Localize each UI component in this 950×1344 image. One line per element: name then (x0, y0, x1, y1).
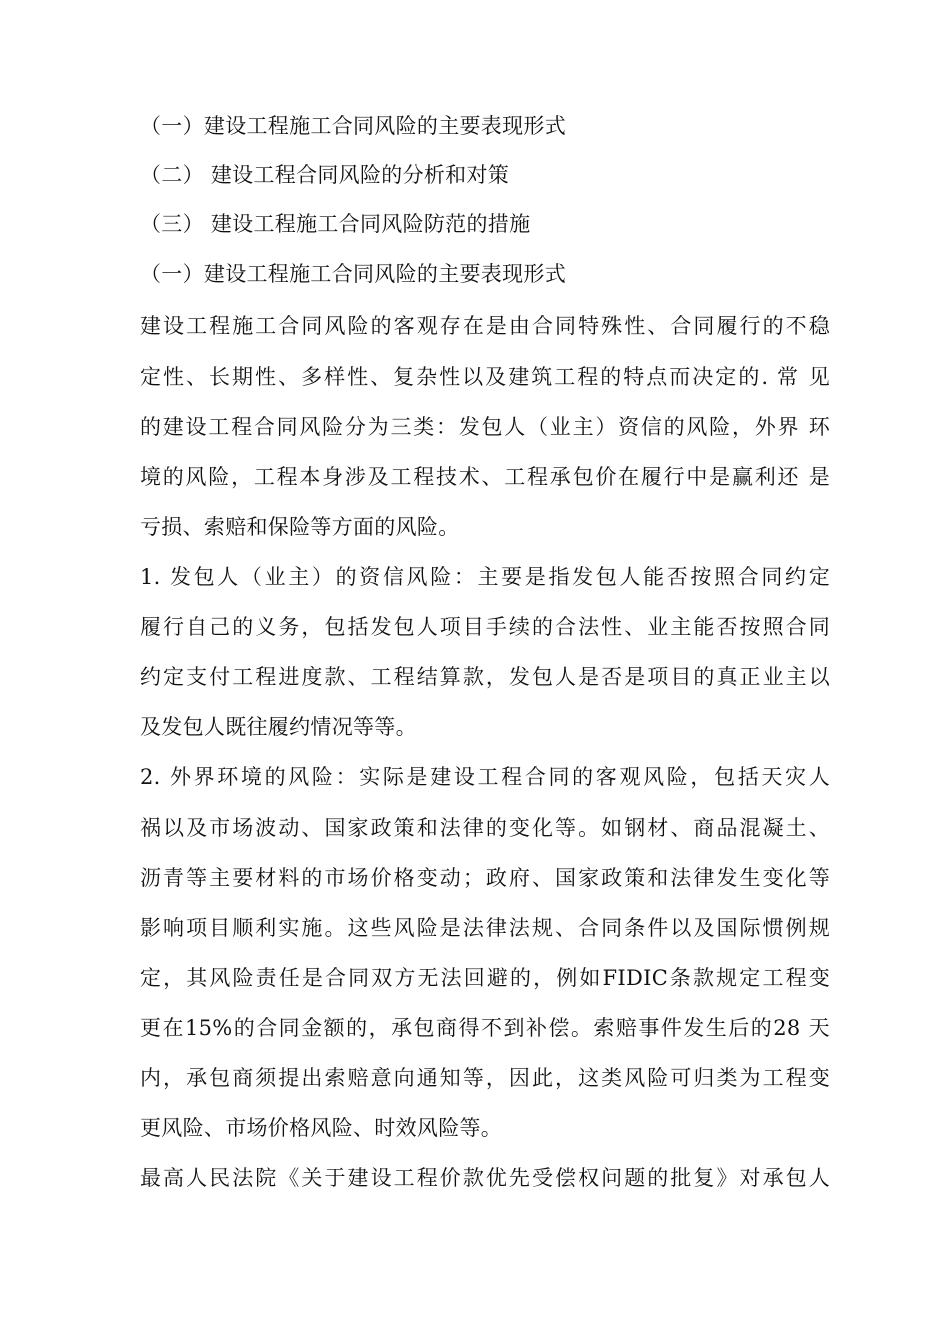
toc-item-3: （三） 建设工程施工合同风险防范的措施 (140, 212, 531, 236)
paragraph-2-line: 内，承包商须提出索赔意向通知等，因此，这类风险可归类为工程变 (140, 1066, 830, 1090)
paragraph-1-line: 及发包人既往履约情况等等。 (140, 715, 417, 739)
paragraph-1-line: 约定支付工程进度款、工程结算款，发包人是否是项目的真正业主以 (140, 665, 830, 689)
section-heading: （一）建设工程施工合同风险的主要表现形式 (140, 262, 566, 286)
paragraph-3-line: 最高人民法院《关于建设工程价款优先受偿权问题的批复》对承包人 (140, 1166, 830, 1190)
paragraph-intro-line: 建设工程施工合同风险的客观存在是由合同特殊性、合同履行的不稳 (140, 314, 830, 338)
toc-item-2: （二） 建设工程合同风险的分析和对策 (140, 163, 510, 187)
paragraph-2-line: 更风险、市场价格风险、时效风险等。 (140, 1116, 503, 1140)
paragraph-2-line: 定，其风险责任是合同双方无法回避的，例如FIDIC条款规定工程变 (140, 966, 830, 990)
paragraph-1-line: 1. 发包人（业主）的资信风险：主要是指发包人能否按照合同约定 (140, 565, 830, 589)
paragraph-2-line: 2. 外界环境的风险：实际是建设工程合同的客观风险，包括天灾人 (140, 765, 830, 789)
paragraph-2-line: 祸以及市场波动、国家政策和法律的变化等。如钢材、商品混凝土、 (140, 816, 830, 840)
paragraph-2-line: 沥青等主要材料的市场价格变动；政府、国家政策和法律发生变化等 (140, 866, 830, 890)
paragraph-intro-line: 定性、长期性、多样性、复杂性以及建筑工程的特点而决定的. 常 见 (140, 365, 830, 389)
paragraph-intro-line: 境的风险，工程本身涉及工程技术、工程承包价在履行中是赢利还 是 (140, 465, 830, 489)
paragraph-1-line: 履行自己的义务，包括发包人项目手续的合法性、业主能否按照合同 (140, 615, 830, 639)
paragraph-intro-line: 的建设工程合同风险分为三类：发包人（业主）资信的风险，外界 环 (140, 415, 830, 439)
paragraph-2-line: 更在15%的合同金额的，承包商得不到补偿。索赔事件发生后的28 天 (140, 1016, 830, 1040)
paragraph-intro-line: 亏损、索赔和保险等方面的风险。 (140, 515, 460, 539)
paragraph-2-line: 影响项目顺利实施。这些风险是法律法规、合同条件以及国际惯例规 (140, 916, 830, 940)
toc-item-1: （一）建设工程施工合同风险的主要表现形式 (140, 114, 566, 138)
